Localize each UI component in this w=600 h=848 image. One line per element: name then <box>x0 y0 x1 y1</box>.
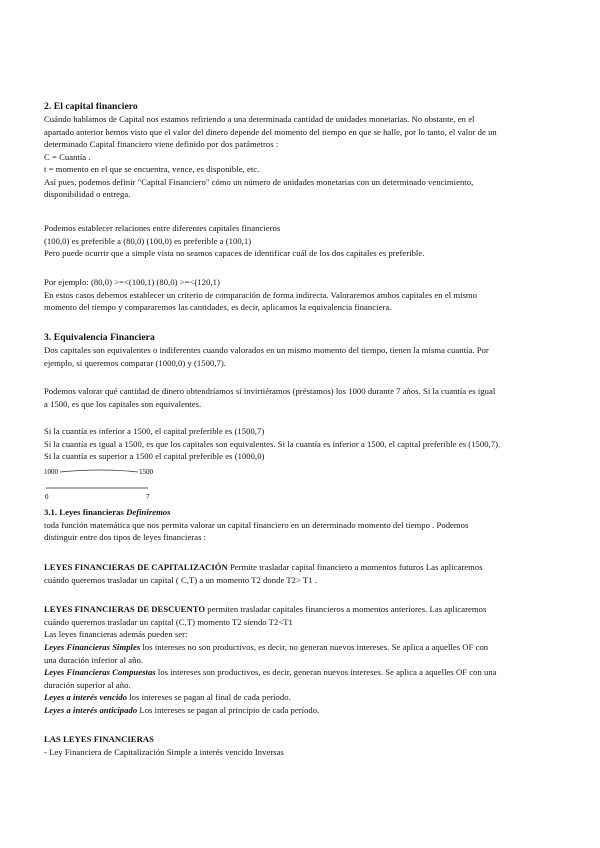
paragraph-line: C = Cuantía . <box>44 151 91 162</box>
section-heading: LAS LEYES FINANCIERAS <box>44 734 154 744</box>
term-anticipado: Leyes a interés anticipado <box>44 704 138 715</box>
paragraph-line <box>44 704 568 717</box>
anticipado-text: Los intereses se pagan al principio de cada período. <box>137 704 320 715</box>
timeline-diagram <box>42 466 162 502</box>
simples-text: los intereses no son productivos, es decir, no generan nuevos intereses. Se aplica a aquelles OF con <box>140 642 489 652</box>
paragraph-line: cuándo queremos trasladar un capital (C,T) momento T2 siendo T2<T1 <box>44 616 293 627</box>
diagram-right-amount: 1500 <box>139 468 153 476</box>
subsection-title: Leyes financieras <box>59 507 124 517</box>
valuation-paragraph <box>44 385 568 410</box>
paragraph-line: t = momento en el que se encuentra, vence, es disponible, etc. <box>44 164 260 174</box>
section-heading: 2. El capital financiero <box>44 101 138 112</box>
diagram-left-time: 0 <box>45 493 49 501</box>
relations-paragraph <box>44 222 568 260</box>
capitalizacion-text: Permite trasladar capital financiero a momentos futuros Las aplicaremos <box>227 562 483 572</box>
paragraph-line <box>44 641 568 654</box>
paragraph-line: Si la cuantía es superior a 1500 el capital preferible es (1000,0) <box>44 451 265 461</box>
paragraph-line: Por ejemplo: (80,0) >=<(100,1) (80,0) >=<(120,1) <box>44 277 220 287</box>
example-paragraph <box>44 276 568 314</box>
laws-section <box>44 733 568 758</box>
descuento-text: permiten trasladar capitales financieros a momentos anteriores. Las aplicaremos <box>205 604 487 614</box>
paragraph-line: ejemplo, si queremos comparar (1000,0) y (1500,7). <box>44 357 226 368</box>
paragraph-line: cuándo queremos trasladar un capital ( C,T) a un momento T2 donde T2> T1 . <box>44 574 317 585</box>
paragraph-line: En estos casos debemos establecer un criterio de comparación de forma indirecta. Valoraremos ambos capitales en el mismo <box>44 289 477 300</box>
subsection-title-tail: Definiremos <box>126 507 171 517</box>
paragraph-line <box>44 603 568 616</box>
paragraph-line: Podemos valorar qué cantidad de dinero obtendríamos si invirtiéramos (préstamos) los 1000 durante 7 años. Si la cuantía es igual <box>44 386 496 396</box>
section-equivalencia <box>44 331 568 369</box>
paragraph-line: Si la cuantía es igual a 1500, es que los capitales son equivalentes. Si la cuantía es inferior a 1500, el capital preferible es (1500,7). <box>44 438 501 449</box>
paragraph-line: distinguir entre dos tipos de leyes financieras : <box>44 532 207 542</box>
section-heading: 3. Equivalencia Financiera <box>44 332 155 343</box>
paragraph-line: Podemos establecer relaciones entre diferentes capitales financieros <box>44 223 281 233</box>
capitalizacion-paragraph <box>44 561 568 586</box>
term-simples: Leyes Financieras Simples <box>44 642 141 652</box>
paragraph-line: determinado Capital financiero viene definido por dos parámetros : <box>44 139 279 149</box>
paragraph-line <box>44 561 568 574</box>
paragraph-line: una duración inferior al año. <box>44 654 144 665</box>
subsection-heading-line <box>44 506 568 519</box>
compuestas-text: los intereses son productivos, es decir, generan nuevos intereses. Se aplica a aquelles OF con una <box>155 667 497 677</box>
paragraph-line: Pero puede ocurrir que a simple vista no seamos capaces de identificar cuál de los dos capitales es preferible. <box>44 248 425 258</box>
paragraph-line: Cuándo hablamos de Capital nos estamos refiriendo a una determinada cantidad de unidades monetarias. No obstante, en el <box>44 114 475 124</box>
paragraph-line: apartado anterior hemos visto que el valor del dinero depende del momento del tiempo en que se halle, por lo tanto, el valor de un <box>44 126 497 137</box>
paragraph-line <box>44 691 568 704</box>
paragraph-line: Así pues, podemos definir "Capital Financiero" cómo un número de unidades monetarias con un determinado vencimiento, <box>44 176 474 187</box>
paragraph-line: disponibilidad o entrega. <box>44 189 131 199</box>
term-vencido: Leyes a interés vencido <box>44 692 128 702</box>
paragraph-line: Si la cuantía es inferior a 1500, el capital preferible es (1500,7) <box>44 426 265 436</box>
paragraph-line: toda función matemática que nos permita valorar un capital financiero en un determinado momento del tiempo . Podemos <box>44 519 469 530</box>
cases-paragraph <box>44 425 568 463</box>
paragraph-line: duración superior al año. <box>44 679 131 690</box>
paragraph-line: Dos capitales son equivalentes o indiferentes cuando valorados en un mismo momento del tiempo, tienen la misma cuantía. Por <box>44 345 489 355</box>
paragraph-line: Las leyes financieras además pueden ser: <box>44 629 188 639</box>
diagram-arrow <box>60 470 138 472</box>
subsection-number: 3.1. <box>44 507 58 517</box>
law-types-paragraph <box>44 641 568 716</box>
paragraph-line <box>44 666 568 679</box>
term-compuestas: Leyes Financieras Compuestas <box>44 667 156 677</box>
descuento-paragraph <box>44 603 568 641</box>
paragraph-line: - Ley Financiera de Capitalización Simple a interés vencido Inversas <box>44 746 284 757</box>
term-capitalizacion: LEYES FINANCIERAS DE CAPITALIZACIÓN <box>44 562 228 572</box>
paragraph-line: a 1500, es que los capitales son equivalentes. <box>44 398 202 409</box>
diagram-left-amount: 1000 <box>44 468 58 476</box>
paragraph-line: momento del tiempo y compararemos las cantidades, es decir, aplicamos la equivalencia financiera. <box>44 302 392 312</box>
term-descuento: LEYES FINANCIERAS DE DESCUENTO <box>44 604 206 614</box>
paragraph-line: (100,0) es preferible a (80,0) (100,0) es preferible a (100,1) <box>44 235 252 246</box>
diagram-right-time: 7 <box>146 493 150 501</box>
vencido-text: los intereses se pagan al final de cada período. <box>127 692 291 702</box>
section-capital-financiero <box>44 100 568 201</box>
section-leyes-financieras <box>44 506 568 544</box>
